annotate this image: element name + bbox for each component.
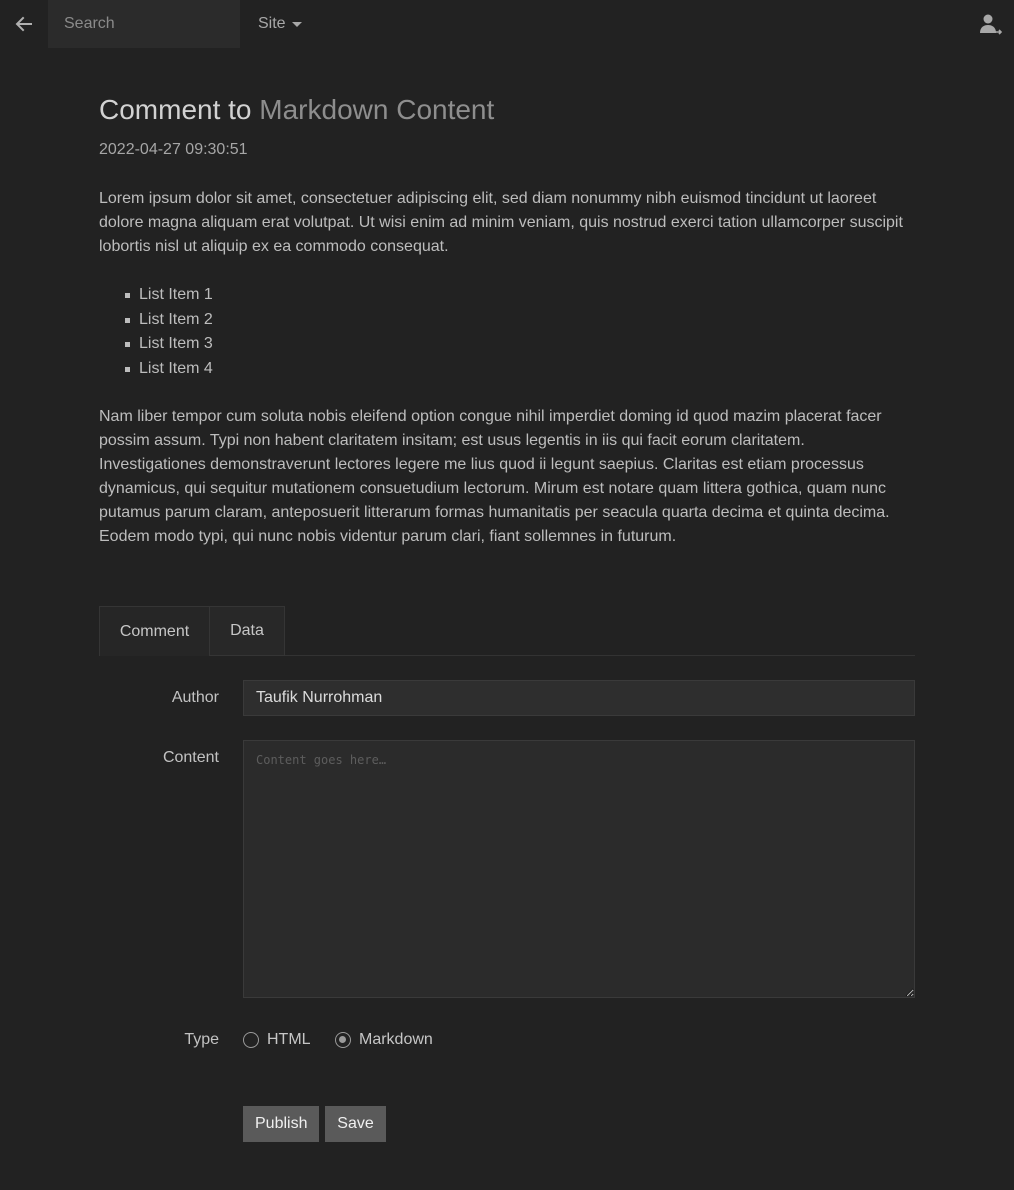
content-label: Content: [162, 749, 219, 766]
page-title-prefix: Comment to: [99, 94, 252, 125]
paragraph-intro: Lorem ipsum dolor sit amet, consectetuer adipiscing elit, sed diam nonummy nibh euismod tincidunt ut laoreet dolore magna aliquam erat volutpat. Ut wisi enim ad minim veniam, quis nostrud exerci tation ullamcorper suscipit lobortis nisl ut aliquip ex ea commodo consequat.: [99, 190, 903, 255]
list-item: List Item 4: [125, 357, 915, 382]
tab-comment[interactable]: Comment: [99, 606, 210, 656]
search-input[interactable]: [48, 0, 240, 48]
user-logout-icon[interactable]: [978, 12, 1004, 38]
bullet-list: [99, 283, 915, 381]
back-arrow-icon[interactable]: [0, 0, 48, 48]
site-menu-label: Site: [258, 15, 286, 32]
type-option-html-label: HTML: [267, 1031, 311, 1048]
form-tabs: [99, 606, 915, 656]
paragraph-body: Nam liber tempor cum soluta nobis eleifend option congue nihil imperdiet doming id quod mazim placerat facer possim assum. Typi non habent claritatem insitam; est usus legentis in iis qui facit eorum claritatem. Investigationes demonstraverunt lectores legere me lius quod ii legunt saepius. Claritas est etiam processus dynamicus, qui sequitur mutationem consuetudium lectorum. Mirum est notare quam littera gothica, quam nunc putamus parum claram, anteposuerit litterarum formas humanitatis per seacula quarta decima et quinta decima. Eodem modo typi, qui nunc nobis videntur parum clari, fiant sollemnes in futurum.: [99, 408, 890, 545]
parent-page-link[interactable]: Markdown Content: [259, 94, 495, 125]
author-label: Author: [171, 689, 219, 706]
type-option-markdown-label: Markdown: [359, 1031, 433, 1048]
type-radio-markdown[interactable]: [335, 1030, 433, 1050]
list-item: List Item 2: [125, 308, 915, 333]
radio-checked-icon[interactable]: [335, 1032, 351, 1048]
comment-timestamp: 2022-04-27 09:30:51: [99, 141, 248, 158]
caret-down-icon: [292, 22, 302, 27]
top-bar: [0, 0, 1014, 48]
main-content: [99, 90, 915, 549]
publish-button[interactable]: Publish: [243, 1106, 319, 1142]
site-menu-dropdown[interactable]: [258, 0, 302, 48]
tab-data[interactable]: Data: [210, 606, 285, 656]
list-item: List Item 1: [125, 283, 915, 308]
page-title: [99, 90, 915, 130]
content-textarea[interactable]: [243, 740, 915, 998]
type-label: Type: [184, 1031, 219, 1048]
type-radio-html[interactable]: [243, 1030, 311, 1050]
save-button[interactable]: Save: [325, 1106, 386, 1142]
radio-unchecked-icon[interactable]: [243, 1032, 259, 1048]
author-field[interactable]: [243, 680, 915, 716]
list-item: List Item 3: [125, 332, 915, 357]
